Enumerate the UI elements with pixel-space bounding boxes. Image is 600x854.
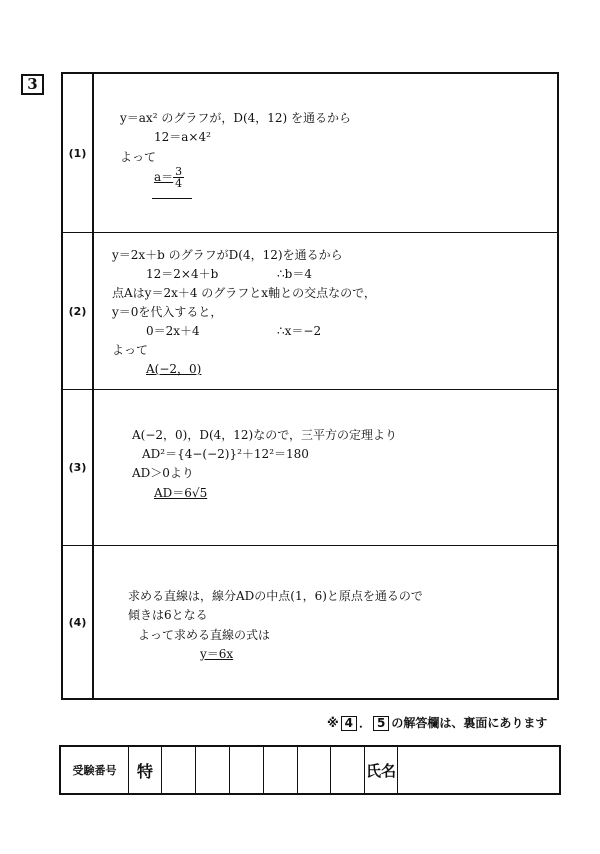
text-line: よって (112, 343, 149, 357)
text-line: 求める直線は，線分ADの中点(1，6)と原点を通るので (128, 589, 423, 603)
exam-number-label: 受験番号 (61, 747, 129, 793)
text-line: よって求める直線の式は (138, 628, 271, 642)
name-label: 氏名 (365, 747, 398, 793)
text-line: 0＝2x＋4 (146, 324, 200, 338)
answer-row-1 (63, 74, 557, 233)
text-line: ∴x＝−2 (277, 324, 322, 338)
row-content (94, 390, 557, 545)
row-content (94, 74, 557, 232)
answer-underline (152, 198, 192, 199)
text-line: y＝2x＋b のグラフがD(4，12)を通るから (112, 248, 343, 262)
name-field[interactable] (398, 747, 559, 793)
answer-row-2 (63, 233, 557, 390)
text-line: よって (120, 150, 157, 164)
exam-number-digit-4[interactable] (264, 747, 298, 793)
text-line: y＝ax² のグラフが，D(4，12) を通るから (120, 111, 352, 125)
question-number: 3 (21, 74, 44, 95)
exam-number-digit-3[interactable] (230, 747, 264, 793)
answer-table (61, 72, 559, 700)
row-content (94, 233, 557, 389)
text-line: 点Aはy＝2x＋4 のグラフとx軸との交点なので， (112, 286, 376, 300)
answer-4: y＝6x (200, 647, 234, 661)
answer-3: AD＝6√5 (154, 486, 208, 500)
text-line: 12＝2×4＋b (146, 267, 219, 281)
back-side-note (327, 714, 547, 731)
special-mark: 特 (129, 747, 162, 793)
row-label: (1) (63, 74, 94, 232)
fraction (173, 166, 184, 189)
fraction-denominator: 4 (175, 177, 183, 190)
answer-row-3 (63, 390, 557, 546)
exam-number-digit-1[interactable] (162, 747, 196, 793)
text-line: ∴b＝4 (277, 267, 312, 281)
note-suffix: の解答欄は、裏面にあります (391, 716, 548, 730)
text-line: 12＝a×4² (154, 130, 211, 144)
answer-lhs: a＝ (154, 170, 174, 184)
row-label: (4) (63, 546, 94, 698)
row-label: (2) (63, 233, 94, 389)
answer-2: A(−2，0) (146, 362, 202, 376)
exam-number-digit-2[interactable] (196, 747, 230, 793)
note-separator: ． (359, 716, 372, 730)
row-content (94, 546, 557, 698)
text-line: 傾きは6となる (128, 608, 208, 622)
text-line: A(−2，0)，D(4，12)なので，三平方の定理より (132, 428, 398, 442)
text-line: y＝0を代入すると， (112, 305, 223, 319)
text-line: AD²＝{4−(−2)}²＋12²＝180 (142, 447, 309, 461)
answer-row-4 (63, 546, 557, 698)
examinee-info-table (59, 745, 561, 795)
exam-number-digit-5[interactable] (298, 747, 331, 793)
question-4-box: 4 (341, 716, 357, 731)
note-prefix: ※ (327, 716, 339, 730)
row-label: (3) (63, 390, 94, 545)
text-line: AD＞0より (132, 466, 194, 480)
exam-number-digit-6[interactable] (331, 747, 365, 793)
fraction-numerator: 3 (175, 165, 183, 178)
answer-1 (154, 166, 184, 189)
question-5-box: 5 (373, 716, 389, 731)
